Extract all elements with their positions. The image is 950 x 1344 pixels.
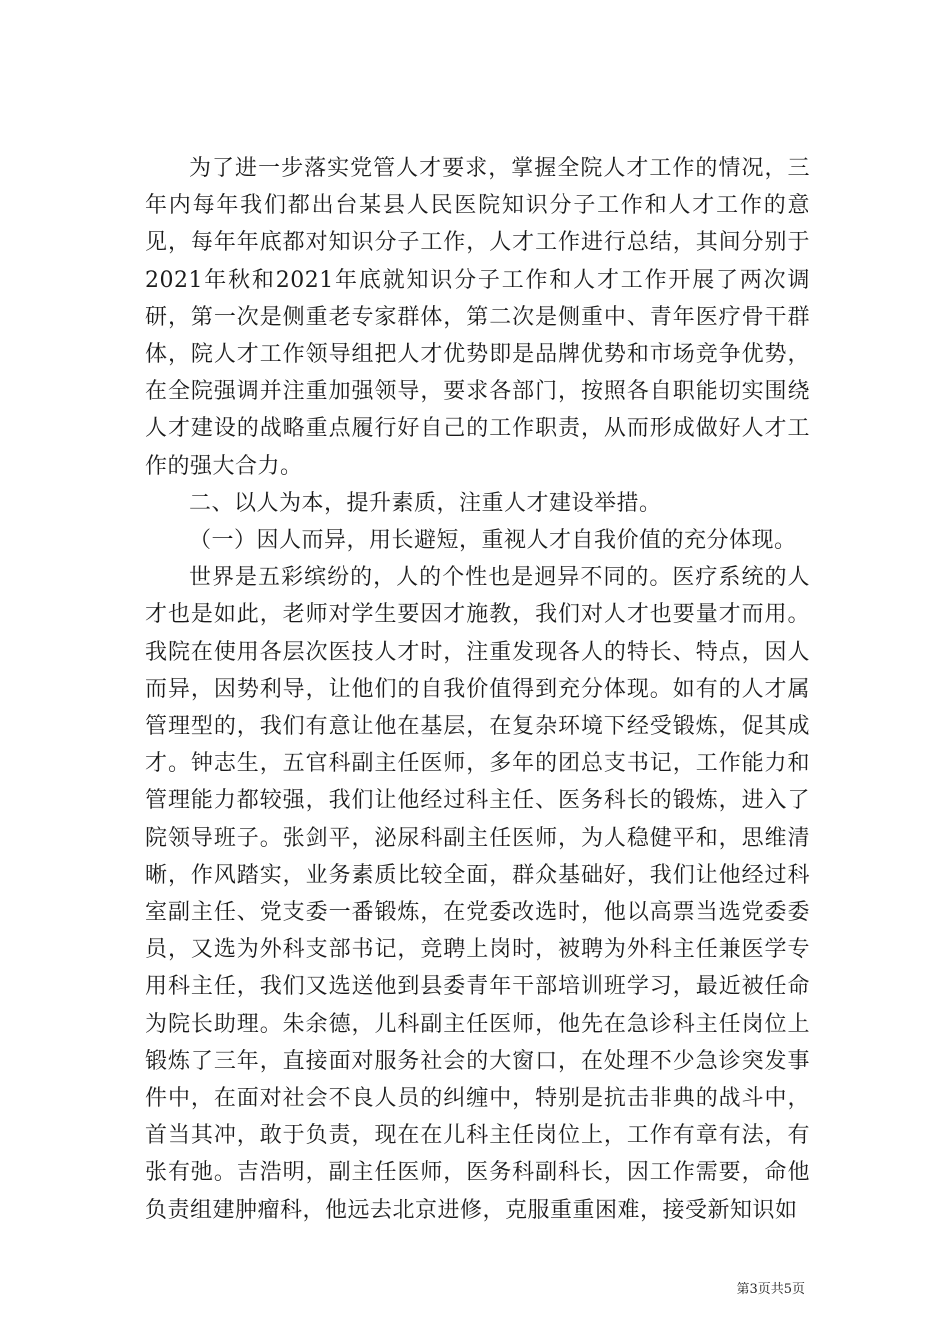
document-body: [145, 150, 810, 1229]
paragraph-talent-management: 为了进一步落实党管人才要求，掌握全院人才工作的情况，三年内每年我们都出台某县人民医院知识分子工作和人才工作的意见，每年年底都对知识分子工作，人才工作进行总结，其间分别于2021年秋和2021年底就知识分子工作和人才工作开展了两次调研，第一次是侧重老专家群体，第二次是侧重中、青年医疗骨干群体，院人才工作领导组把人才优势即是品牌优势和市场竞争优势，在全院强调并注重加强领导，要求各部门，按照各自职能切实围绕人才建设的战略重点履行好自己的工作职责，从而形成做好人才工作的强大合力。: [145, 156, 810, 479]
subsection-heading-1: （一）因人而异，用长避短，重视人才自我价值的充分体现。: [189, 528, 797, 554]
section-heading-2: 二、以人为本，提升素质，注重人才建设举措。: [189, 490, 662, 516]
paragraph-talent-examples: 世界是五彩缤纷的，人的个性也是迥异不同的。医疗系统的人才也是如此，老师对学生要因才施教，我们对人才也要量才而用。我院在使用各层次医技人才时，注重发现各人的特长、特点，因人而异，因势利导，让他们的自我价值得到充分体现。如有的人才属管理型的，我们有意让他在基层，在复杂环境下经受锻炼，促其成才。钟志生，五官科副主任医师，多年的团总支书记，工作能力和管理能力都较强，我们让他经过科主任、医务科长的锻炼，进入了院领导班子。张剑平，泌尿科副主任医师，为人稳健平和，思维清晰，作风踏实，业务素质比较全面，群众基础好，我们让他经过科室副主任、党支委一番锻炼，在党委改选时，他以高票当选党委委员，又选为外科支部书记，竞聘上岗时，被聘为外科主任兼医学专用科主任，我们又选送他到县委青年干部培训班学习，最近被任命为院长助理。朱余德，儿科副主任医师，他先在急诊科主任岗位上锻炼了三年，直接面对服务社会的大窗口，在处理不少急诊突发事件中，在面对社会不良人员的纠缠中，特别是抗击非典的战斗中，首当其冲，敢于负责，现在在儿科主任岗位上，工作有章有法，有张有弛。吉浩明，副主任医师，医务科副科长，因工作需要，命他负责组建肿瘤科，他远去北京进修，克服重重困难，接受新知识如: [145, 565, 810, 1223]
page-number: 第3页共5页: [736, 1282, 805, 1297]
